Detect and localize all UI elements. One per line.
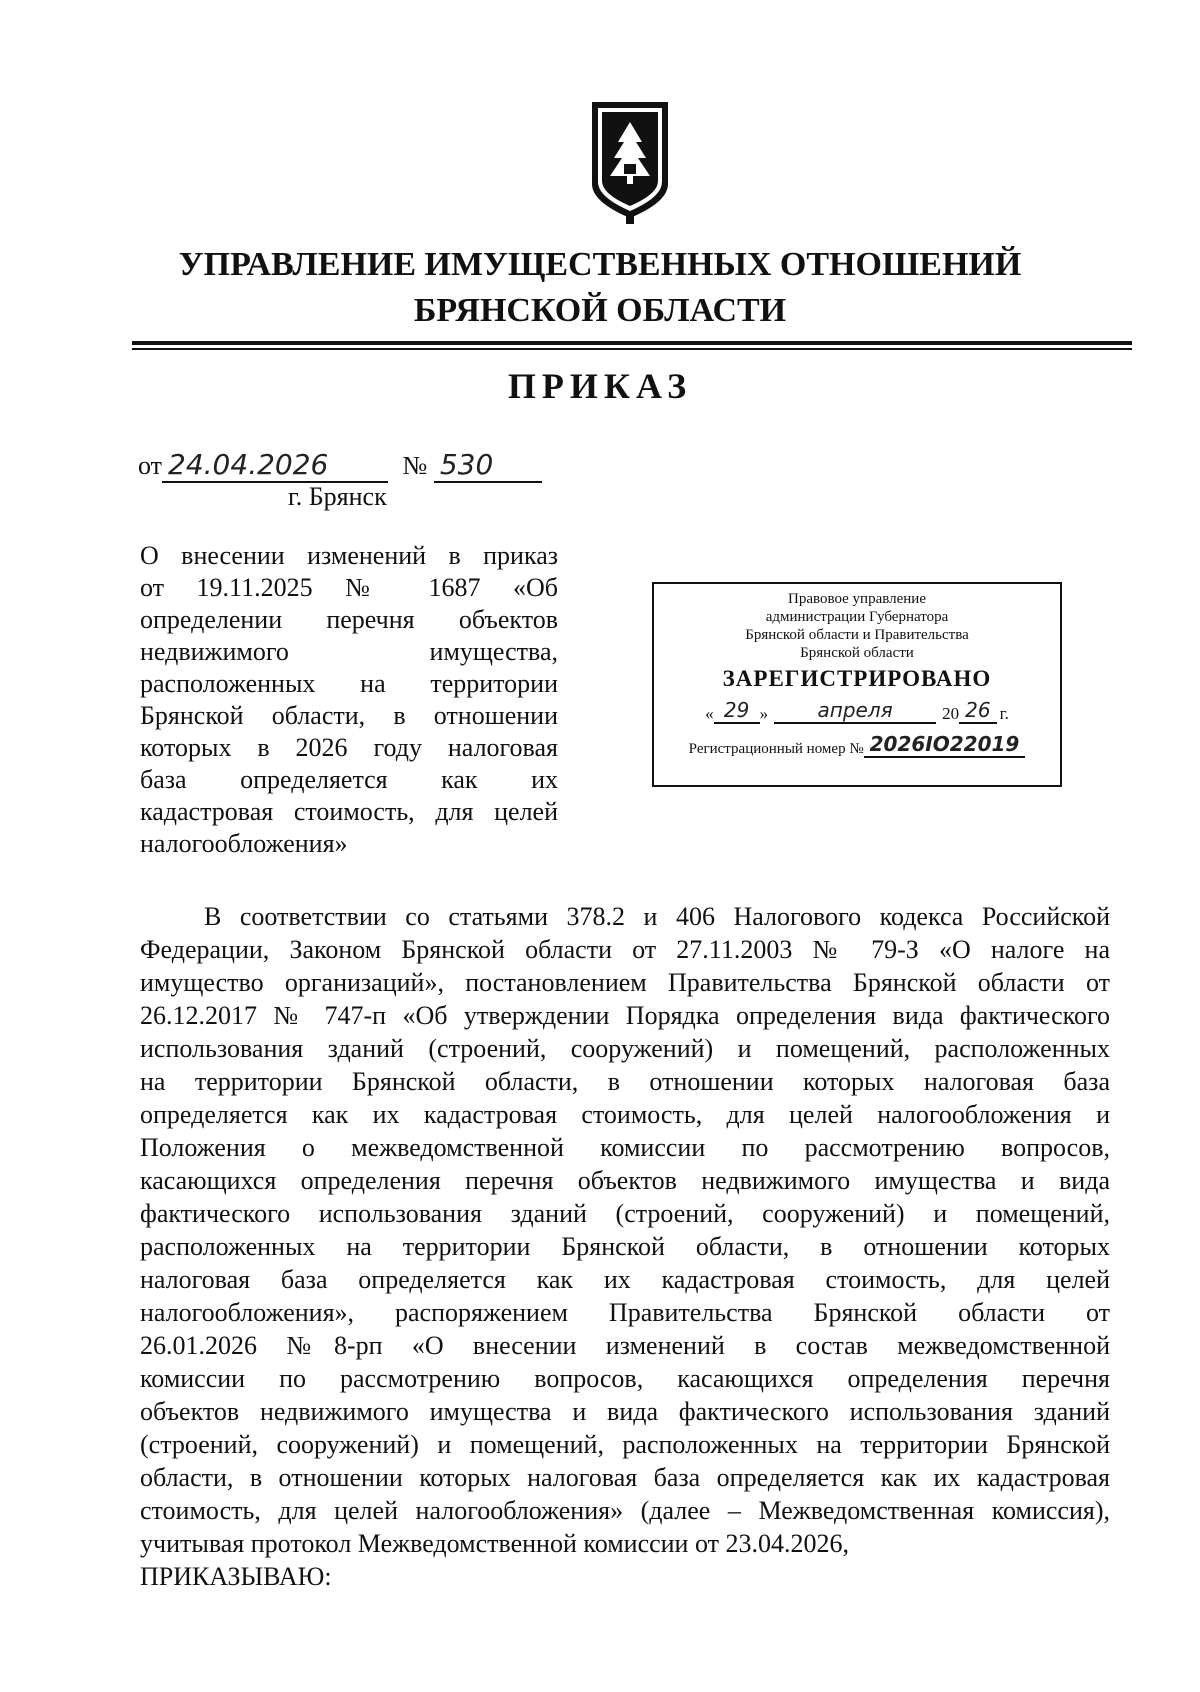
body-line: (строений, сооружений) и помещений, расположенных на территории Брянской <box>140 1430 1110 1459</box>
stamp-line: Брянской области <box>800 645 914 661</box>
body-line: использования зданий (строений, сооружений) и помещений, расположенных <box>140 1034 1110 1063</box>
body-line: объектов недвижимого имущества и вида фактического использования зданий <box>140 1397 1110 1426</box>
order-body <box>140 900 1110 1593</box>
body-line: расположенных на территории Брянской области, в отношении которых <box>140 1232 1110 1261</box>
body-line: фактического использования зданий (строений, сооружений) и помещений, <box>140 1199 1110 1228</box>
body-line: 26.12.2017 № 747-п «Об утверждении Порядка определения вида фактического <box>140 1001 1110 1030</box>
subject-line: кадастровая стоимость, для целей <box>140 797 558 826</box>
stamp-line: администрации Губернатора <box>765 609 949 625</box>
body-line: налоговая база определяется как их кадастровая стоимость, для целей <box>140 1265 1110 1294</box>
body-line: учитывая протокол Межведомственной комиссии от 23.04.2026, <box>140 1529 849 1558</box>
body-line: касающихся определения перечня объектов недвижимого имущества и вида <box>140 1166 1110 1195</box>
stamp-month: апреля <box>774 698 936 724</box>
organization-name-line1: УПРАВЛЕНИЕ ИМУЩЕСТВЕННЫХ ОТНОШЕНИЙ <box>178 246 1022 283</box>
body-line: области, в отношении которых налоговая база определяется как их кадастровая <box>140 1463 1110 1492</box>
body-line: определяется как их кадастровая стоимость, для целей налогообложения и <box>140 1100 1110 1129</box>
subject-line: налогообложения» <box>140 829 348 858</box>
date-prefix: от <box>138 451 163 480</box>
body-line: на территории Брянской области, в отношении которых налоговая база <box>140 1067 1110 1096</box>
order-number: 530 <box>434 448 542 483</box>
body-line: комиссии по рассмотрению вопросов, касающихся определения перечня <box>140 1364 1110 1393</box>
body-line: 26.01.2026 №8-рп «О внесении изменений в состав межведомственной <box>140 1331 1110 1360</box>
header-rule-thick <box>132 341 1132 345</box>
subject-line: которых в 2026 году налоговая <box>140 733 558 762</box>
subject-line: Брянской области, в отношении <box>140 701 558 730</box>
stamp-registration-number-row <box>654 732 1060 758</box>
stamp-year-prefix: 20 <box>942 704 960 723</box>
subject-line: определении перечня объектов <box>140 605 558 634</box>
stamp-reg-label: Регистрационный номер № <box>688 741 864 757</box>
body-line: налогообложения», распоряжением Правительства Брянской области от <box>140 1298 1110 1327</box>
order-date: 24.04.2026 <box>162 448 388 483</box>
order-subject <box>140 540 558 860</box>
stamp-line: Брянской области и Правительства <box>745 627 969 643</box>
stamp-day: 29 <box>714 698 760 724</box>
subject-line: О внесении изменений в приказ <box>140 541 558 570</box>
body-line: Положения о межведомственной комиссии по рассмотрению вопросов, <box>140 1133 1110 1162</box>
subject-line: недвижимого имущества, <box>140 637 558 666</box>
subject-line: база определяется как их <box>140 765 558 794</box>
document-type-title: ПРИКАЗ <box>507 366 693 406</box>
number-prefix: № <box>402 451 428 480</box>
organization-name-line2: БРЯНСКОЙ ОБЛАСТИ <box>413 292 787 329</box>
subject-line: расположенных на территории <box>140 669 558 698</box>
coat-of-arms-icon <box>586 98 674 226</box>
body-line: ПРИКАЗЫВАЮ: <box>140 1562 332 1591</box>
stamp-registered-label: ЗАРЕГИСТРИРОВАНО <box>722 666 992 691</box>
stamp-year-mark: г. <box>999 704 1009 723</box>
stamp-year-suffix: 26 <box>959 698 996 724</box>
body-line: Федерации, Законом Брянской области от 27.11.2003 № 79-З «О налоге на <box>140 935 1110 964</box>
stamp-reg-number: 2026IO22019 <box>864 732 1026 758</box>
order-date-line <box>138 448 542 484</box>
subject-line: от 19.11.2025 № 1687 «Об <box>140 573 558 602</box>
stamp-date: « 29 » апреля 20 26 г. <box>705 698 1009 723</box>
header-rule-thin <box>132 348 1132 350</box>
stamp-line: Правовое управление <box>788 591 926 607</box>
body-line: В соответствии со статьями 378.2 и 406 Налогового кодекса Российской <box>204 902 1110 931</box>
body-line: стоимость, для целей налогообложения» (далее – Межведомственная комиссия), <box>140 1496 1110 1525</box>
body-line: имущество организаций», постановлением Правительства Брянской области от <box>140 968 1110 997</box>
registration-stamp <box>652 582 1062 787</box>
order-city: г. Брянск <box>288 482 387 511</box>
